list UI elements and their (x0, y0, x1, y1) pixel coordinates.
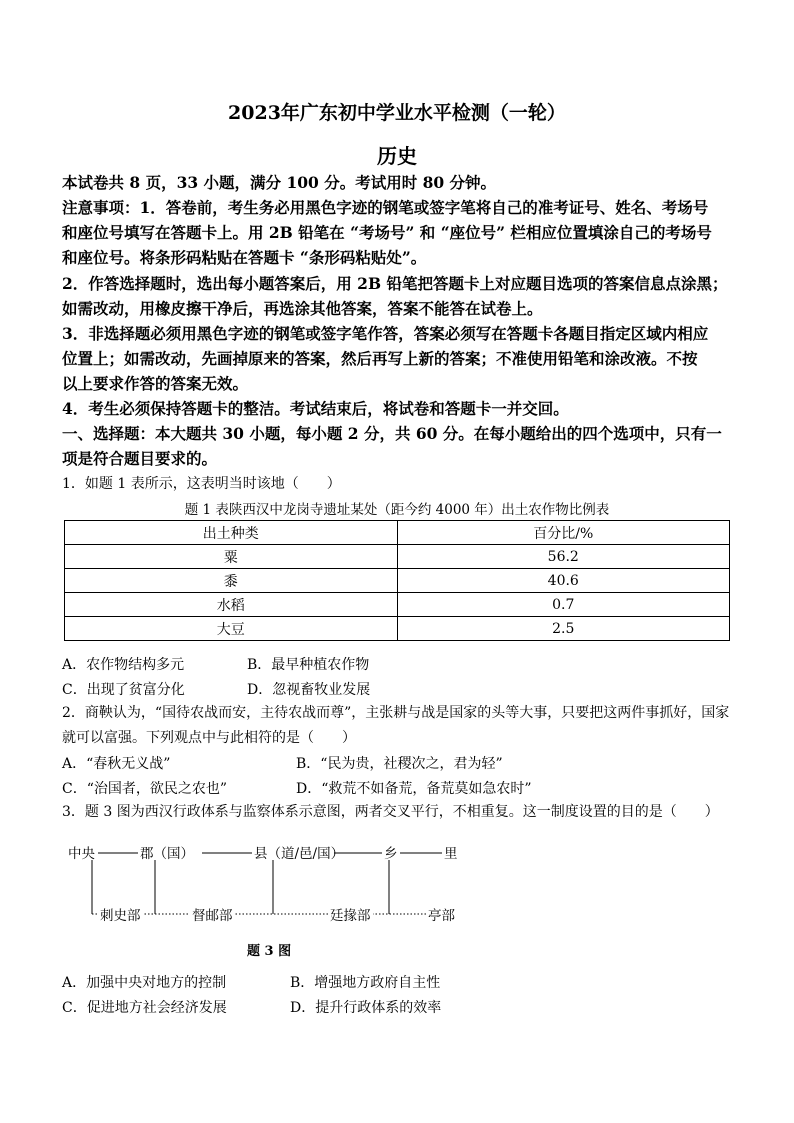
diagram-node-cishi: 刺史部 (100, 908, 141, 924)
diagram-node-village: 里 (444, 846, 458, 862)
table-cell: 56.2 (397, 545, 730, 569)
table-header-row (65, 521, 730, 545)
notice-line: 3．非选择题必须用黑色字迹的钢笔或签字笔作答，答案必须写在答题卡各题目指定区域内相应 (62, 324, 709, 343)
exam-summary: 本试卷共 8 页，33 小题，满分 100 分。考试用时 80 分钟。 (62, 173, 497, 192)
diagram-node-commandery: 郡（国） (140, 846, 194, 862)
q2-option-a: A．“春秋无义战” (62, 756, 171, 772)
q2-option-d: D．“救荒不如备荒，备荒莫如急农时” (296, 781, 532, 797)
diagram-node-county: 县（道/邑/国） (254, 846, 345, 862)
diagram-node-duyou: 督邮部 (192, 908, 233, 924)
exam-subject: 历史 (377, 144, 417, 168)
admin-supervision-diagram (62, 838, 472, 930)
q2-option-c: C．“治国者，欲民之农也” (62, 781, 228, 797)
diagram-node-township: 乡 (384, 846, 398, 862)
diagram-node-tingbu: 亭部 (428, 908, 455, 924)
table-caption: 题 1 表陕西汉中龙岗寺遗址某处（距今约 4000 年）出土农作物比例表 (184, 502, 610, 518)
section-heading: 一、选择题：本大题共 30 小题，每小题 2 分，共 60 分。在每小题给出的四个选项中，只有一 (62, 424, 722, 443)
notice-line: 以上要求作答的答案无效。 (62, 374, 249, 393)
table-header: 百分比/% (397, 521, 730, 545)
question-1-stem: 1．如题 1 表所示，这表明当时该地（ ） (62, 476, 341, 492)
question-3-stem: 3．题 3 图为西汉行政体系与监察体系示意图，两者交叉平行，不相重复。这一制度设置的目的是（ ） (62, 804, 719, 820)
notice-line: 和座位号填写在答题卡上。用 2B 铅笔在 “考场号” 和 “座位号” 栏相应位置填涂自己的考场号 (62, 223, 712, 242)
figure-caption: 题 3 图 (247, 944, 292, 959)
q1-option-d: D．忽视畜牧业发展 (247, 682, 371, 698)
table-cell: 粟 (65, 545, 398, 569)
table-row (65, 545, 730, 569)
crop-table (64, 520, 730, 641)
table-cell: 40.6 (397, 569, 730, 593)
q3-option-c: C．促进地方社会经济发展 (62, 1000, 227, 1016)
notice-line: 如需改动，用橡皮擦干净后，再选涂其他答案，答案不能答在试卷上。 (62, 299, 543, 318)
notice-line: 和座位号。将条形码粘贴在答题卡 “条形码粘贴处”。 (62, 248, 427, 267)
notice-line: 2．作答选择题时，选出每小题答案后，用 2B 铅笔把答题卡上对应题目选项的答案信息点涂黑； (62, 274, 728, 293)
table-row (65, 593, 730, 617)
question-2-stem: 2．商鞅认为，“国待农战而安，主待农战而尊”，主张耕与战是国家的头等大事，只要把这两件事抓好，国家 (62, 705, 730, 721)
notice-line: 注意事项：1．答卷前，考生务必用黑色字迹的钢笔或签字笔将自己的准考证号、姓名、考场号 (62, 198, 709, 217)
exam-title: 2023年广东初中学业水平检测（一轮） (228, 102, 566, 124)
table-cell: 水稻 (65, 593, 398, 617)
diagram-node-central: 中央 (68, 846, 95, 862)
table-cell: 黍 (65, 569, 398, 593)
q1-option-b: B．最早种植农作物 (247, 657, 370, 673)
q1-option-c: C．出现了贫富分化 (62, 682, 185, 698)
q3-option-a: A．加强中央对地方的控制 (62, 975, 227, 991)
table-cell: 2.5 (397, 617, 730, 641)
notice-line: 4．考生必须保持答题卡的整洁。考试结束后，将试卷和答题卡一并交回。 (62, 399, 569, 418)
section-heading: 项是符合题目要求的。 (62, 449, 218, 468)
table-row (65, 569, 730, 593)
table-cell: 0.7 (397, 593, 730, 617)
table-cell: 大豆 (65, 617, 398, 641)
table-row (65, 617, 730, 641)
notice-line: 位置上；如需改动，先画掉原来的答案，然后再写上新的答案；不准使用铅笔和涂改液。不按 (62, 349, 698, 368)
q1-option-a: A．农作物结构多元 (62, 657, 185, 673)
q3-option-b: B．增强地方政府自主性 (290, 975, 441, 991)
question-2-stem: 就可以富强。下列观点中与此相符的是（ ） (62, 730, 356, 746)
table-header: 出土种类 (65, 521, 398, 545)
q3-option-d: D．提升行政体系的效率 (290, 1000, 442, 1016)
q2-option-b: B．“民为贵，社稷次之，君为轻” (296, 756, 503, 772)
diagram-node-tingyuan: 廷掾部 (330, 908, 371, 924)
